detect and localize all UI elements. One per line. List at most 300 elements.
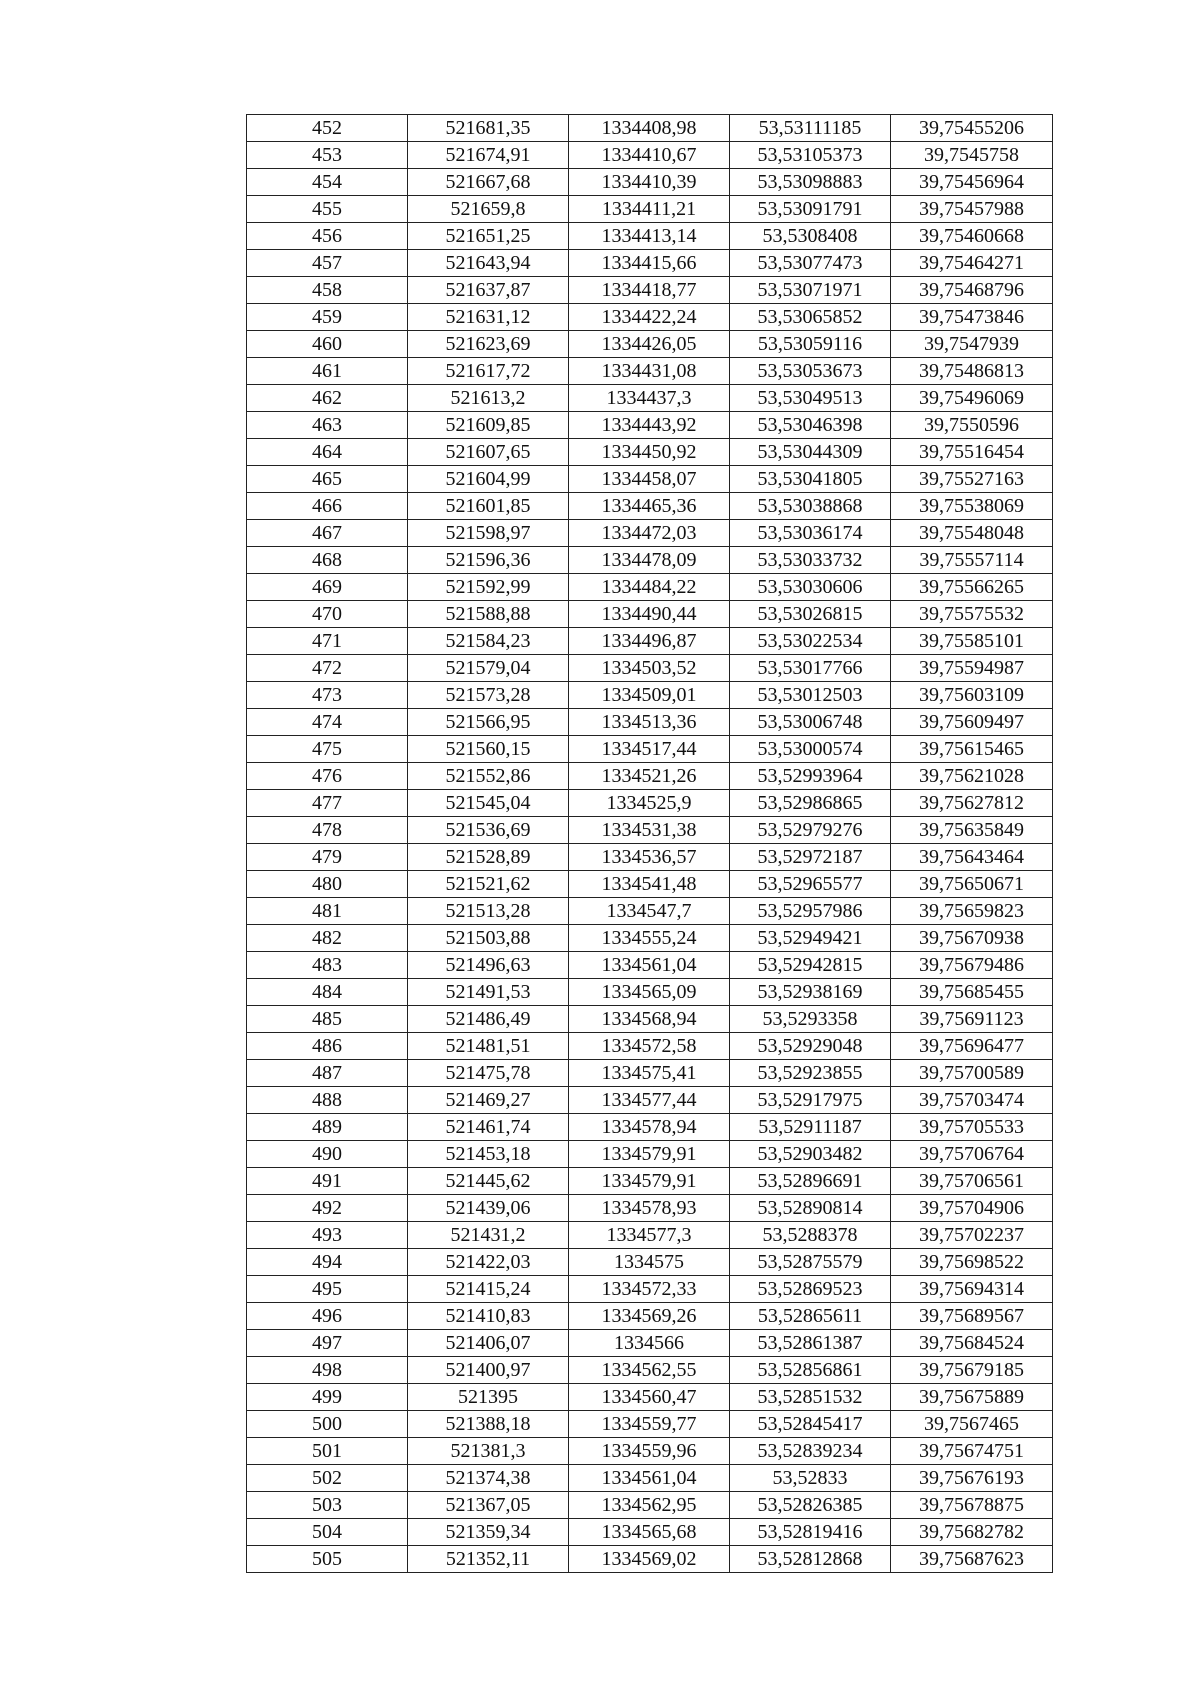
y-coordinate-cell: 1334517,44 (569, 736, 730, 763)
latitude-cell: 53,53030606 (730, 574, 891, 601)
point-number-cell: 501 (247, 1438, 408, 1465)
y-coordinate-cell: 1334418,77 (569, 277, 730, 304)
x-coordinate-cell: 521415,24 (408, 1276, 569, 1303)
point-number-cell: 472 (247, 655, 408, 682)
table-row (247, 1249, 1053, 1276)
point-number-cell: 453 (247, 142, 408, 169)
x-coordinate-cell: 521431,2 (408, 1222, 569, 1249)
y-coordinate-cell: 1334577,3 (569, 1222, 730, 1249)
y-coordinate-cell: 1334521,26 (569, 763, 730, 790)
table-row (247, 736, 1053, 763)
table-row (247, 520, 1053, 547)
table-row (247, 898, 1053, 925)
latitude-cell: 53,53000574 (730, 736, 891, 763)
point-number-cell: 463 (247, 412, 408, 439)
y-coordinate-cell: 1334565,09 (569, 979, 730, 1006)
y-coordinate-cell: 1334496,87 (569, 628, 730, 655)
longitude-cell: 39,75694314 (891, 1276, 1053, 1303)
point-number-cell: 464 (247, 439, 408, 466)
latitude-cell: 53,5288378 (730, 1222, 891, 1249)
coordinates-table-body (247, 115, 1053, 1573)
table-row (247, 1492, 1053, 1519)
table-row (247, 709, 1053, 736)
table-row (247, 142, 1053, 169)
table-row (247, 601, 1053, 628)
y-coordinate-cell: 1334569,02 (569, 1546, 730, 1573)
latitude-cell: 53,52942815 (730, 952, 891, 979)
x-coordinate-cell: 521406,07 (408, 1330, 569, 1357)
table-row (247, 655, 1053, 682)
longitude-cell: 39,75706561 (891, 1168, 1053, 1195)
latitude-cell: 53,53053673 (730, 358, 891, 385)
y-coordinate-cell: 1334413,14 (569, 223, 730, 250)
point-number-cell: 497 (247, 1330, 408, 1357)
longitude-cell: 39,75684524 (891, 1330, 1053, 1357)
x-coordinate-cell: 521469,27 (408, 1087, 569, 1114)
point-number-cell: 454 (247, 169, 408, 196)
x-coordinate-cell: 521651,25 (408, 223, 569, 250)
latitude-cell: 53,53044309 (730, 439, 891, 466)
y-coordinate-cell: 1334578,93 (569, 1195, 730, 1222)
longitude-cell: 39,75675889 (891, 1384, 1053, 1411)
longitude-cell: 39,75496069 (891, 385, 1053, 412)
latitude-cell: 53,52917975 (730, 1087, 891, 1114)
longitude-cell: 39,75659823 (891, 898, 1053, 925)
point-number-cell: 505 (247, 1546, 408, 1573)
x-coordinate-cell: 521588,88 (408, 601, 569, 628)
latitude-cell: 53,53065852 (730, 304, 891, 331)
x-coordinate-cell: 521596,36 (408, 547, 569, 574)
latitude-cell: 53,52861387 (730, 1330, 891, 1357)
point-number-cell: 471 (247, 628, 408, 655)
table-row (247, 1114, 1053, 1141)
point-number-cell: 504 (247, 1519, 408, 1546)
table-row (247, 844, 1053, 871)
point-number-cell: 460 (247, 331, 408, 358)
x-coordinate-cell: 521667,68 (408, 169, 569, 196)
x-coordinate-cell: 521422,03 (408, 1249, 569, 1276)
x-coordinate-cell: 521374,38 (408, 1465, 569, 1492)
longitude-cell: 39,75557114 (891, 547, 1053, 574)
point-number-cell: 467 (247, 520, 408, 547)
y-coordinate-cell: 1334525,9 (569, 790, 730, 817)
y-coordinate-cell: 1334437,3 (569, 385, 730, 412)
point-number-cell: 455 (247, 196, 408, 223)
latitude-cell: 53,52911187 (730, 1114, 891, 1141)
x-coordinate-cell: 521367,05 (408, 1492, 569, 1519)
y-coordinate-cell: 1334509,01 (569, 682, 730, 709)
y-coordinate-cell: 1334458,07 (569, 466, 730, 493)
x-coordinate-cell: 521579,04 (408, 655, 569, 682)
x-coordinate-cell: 521439,06 (408, 1195, 569, 1222)
y-coordinate-cell: 1334478,09 (569, 547, 730, 574)
table-row (247, 1141, 1053, 1168)
y-coordinate-cell: 1334578,94 (569, 1114, 730, 1141)
latitude-cell: 53,53105373 (730, 142, 891, 169)
y-coordinate-cell: 1334559,96 (569, 1438, 730, 1465)
point-number-cell: 488 (247, 1087, 408, 1114)
point-number-cell: 500 (247, 1411, 408, 1438)
latitude-cell: 53,52986865 (730, 790, 891, 817)
table-row (247, 1546, 1053, 1573)
y-coordinate-cell: 1334411,21 (569, 196, 730, 223)
x-coordinate-cell: 521674,91 (408, 142, 569, 169)
point-number-cell: 492 (247, 1195, 408, 1222)
point-number-cell: 465 (247, 466, 408, 493)
y-coordinate-cell: 1334565,68 (569, 1519, 730, 1546)
table-row (247, 1519, 1053, 1546)
latitude-cell: 53,52865611 (730, 1303, 891, 1330)
x-coordinate-cell: 521560,15 (408, 736, 569, 763)
y-coordinate-cell: 1334541,48 (569, 871, 730, 898)
x-coordinate-cell: 521503,88 (408, 925, 569, 952)
y-coordinate-cell: 1334579,91 (569, 1168, 730, 1195)
longitude-cell: 39,75674751 (891, 1438, 1053, 1465)
x-coordinate-cell: 521513,28 (408, 898, 569, 925)
latitude-cell: 53,52812868 (730, 1546, 891, 1573)
y-coordinate-cell: 1334426,05 (569, 331, 730, 358)
x-coordinate-cell: 521584,23 (408, 628, 569, 655)
table-row (247, 1357, 1053, 1384)
table-row (247, 115, 1053, 142)
x-coordinate-cell: 521552,86 (408, 763, 569, 790)
y-coordinate-cell: 1334568,94 (569, 1006, 730, 1033)
y-coordinate-cell: 1334562,95 (569, 1492, 730, 1519)
point-number-cell: 476 (247, 763, 408, 790)
y-coordinate-cell: 1334443,92 (569, 412, 730, 439)
longitude-cell: 39,75691123 (891, 1006, 1053, 1033)
longitude-cell: 39,75706764 (891, 1141, 1053, 1168)
table-row (247, 1465, 1053, 1492)
point-number-cell: 490 (247, 1141, 408, 1168)
y-coordinate-cell: 1334575,41 (569, 1060, 730, 1087)
x-coordinate-cell: 521445,62 (408, 1168, 569, 1195)
longitude-cell: 39,75696477 (891, 1033, 1053, 1060)
table-row (247, 1411, 1053, 1438)
y-coordinate-cell: 1334450,92 (569, 439, 730, 466)
y-coordinate-cell: 1334431,08 (569, 358, 730, 385)
table-row (247, 574, 1053, 601)
table-row (247, 196, 1053, 223)
latitude-cell: 53,53041805 (730, 466, 891, 493)
latitude-cell: 53,52957986 (730, 898, 891, 925)
y-coordinate-cell: 1334422,24 (569, 304, 730, 331)
latitude-cell: 53,52826385 (730, 1492, 891, 1519)
longitude-cell: 39,75464271 (891, 250, 1053, 277)
table-row (247, 1384, 1053, 1411)
point-number-cell: 483 (247, 952, 408, 979)
x-coordinate-cell: 521486,49 (408, 1006, 569, 1033)
y-coordinate-cell: 1334410,67 (569, 142, 730, 169)
longitude-cell: 39,75460668 (891, 223, 1053, 250)
latitude-cell: 53,53038868 (730, 493, 891, 520)
latitude-cell: 53,53026815 (730, 601, 891, 628)
x-coordinate-cell: 521528,89 (408, 844, 569, 871)
table-row (247, 1303, 1053, 1330)
y-coordinate-cell: 1334572,58 (569, 1033, 730, 1060)
longitude-cell: 39,75538069 (891, 493, 1053, 520)
y-coordinate-cell: 1334579,91 (569, 1141, 730, 1168)
point-number-cell: 481 (247, 898, 408, 925)
latitude-cell: 53,53077473 (730, 250, 891, 277)
y-coordinate-cell: 1334555,24 (569, 925, 730, 952)
longitude-cell: 39,75703474 (891, 1087, 1053, 1114)
latitude-cell: 53,52938169 (730, 979, 891, 1006)
point-number-cell: 495 (247, 1276, 408, 1303)
x-coordinate-cell: 521623,69 (408, 331, 569, 358)
point-number-cell: 478 (247, 817, 408, 844)
y-coordinate-cell: 1334575 (569, 1249, 730, 1276)
table-row (247, 331, 1053, 358)
point-number-cell: 499 (247, 1384, 408, 1411)
longitude-cell: 39,75700589 (891, 1060, 1053, 1087)
point-number-cell: 468 (247, 547, 408, 574)
point-number-cell: 498 (247, 1357, 408, 1384)
longitude-cell: 39,75627812 (891, 790, 1053, 817)
table-row (247, 547, 1053, 574)
x-coordinate-cell: 521388,18 (408, 1411, 569, 1438)
latitude-cell: 53,53098883 (730, 169, 891, 196)
longitude-cell: 39,7547939 (891, 331, 1053, 358)
table-row (247, 763, 1053, 790)
table-row (247, 1087, 1053, 1114)
x-coordinate-cell: 521601,85 (408, 493, 569, 520)
y-coordinate-cell: 1334536,57 (569, 844, 730, 871)
x-coordinate-cell: 521566,95 (408, 709, 569, 736)
x-coordinate-cell: 521609,85 (408, 412, 569, 439)
x-coordinate-cell: 521604,99 (408, 466, 569, 493)
latitude-cell: 53,52869523 (730, 1276, 891, 1303)
point-number-cell: 487 (247, 1060, 408, 1087)
table-row (247, 628, 1053, 655)
x-coordinate-cell: 521617,72 (408, 358, 569, 385)
longitude-cell: 39,75621028 (891, 763, 1053, 790)
table-row (247, 169, 1053, 196)
table-row (247, 493, 1053, 520)
latitude-cell: 53,52903482 (730, 1141, 891, 1168)
latitude-cell: 53,53036174 (730, 520, 891, 547)
x-coordinate-cell: 521521,62 (408, 871, 569, 898)
latitude-cell: 53,53091791 (730, 196, 891, 223)
table-row (247, 304, 1053, 331)
x-coordinate-cell: 521395 (408, 1384, 569, 1411)
x-coordinate-cell: 521359,34 (408, 1519, 569, 1546)
x-coordinate-cell: 521681,35 (408, 115, 569, 142)
longitude-cell: 39,75705533 (891, 1114, 1053, 1141)
longitude-cell: 39,75679185 (891, 1357, 1053, 1384)
y-coordinate-cell: 1334559,77 (569, 1411, 730, 1438)
latitude-cell: 53,53033732 (730, 547, 891, 574)
y-coordinate-cell: 1334465,36 (569, 493, 730, 520)
longitude-cell: 39,75687623 (891, 1546, 1053, 1573)
table-row (247, 277, 1053, 304)
x-coordinate-cell: 521491,53 (408, 979, 569, 1006)
latitude-cell: 53,52993964 (730, 763, 891, 790)
table-row (247, 952, 1053, 979)
y-coordinate-cell: 1334531,38 (569, 817, 730, 844)
longitude-cell: 39,75698522 (891, 1249, 1053, 1276)
table-row (247, 1276, 1053, 1303)
latitude-cell: 53,53022534 (730, 628, 891, 655)
longitude-cell: 39,75527163 (891, 466, 1053, 493)
latitude-cell: 53,53017766 (730, 655, 891, 682)
latitude-cell: 53,53046398 (730, 412, 891, 439)
table-row (247, 1060, 1053, 1087)
point-number-cell: 486 (247, 1033, 408, 1060)
point-number-cell: 494 (247, 1249, 408, 1276)
longitude-cell: 39,75643464 (891, 844, 1053, 871)
table-row (247, 439, 1053, 466)
y-coordinate-cell: 1334410,39 (569, 169, 730, 196)
longitude-cell: 39,75548048 (891, 520, 1053, 547)
latitude-cell: 53,53111185 (730, 115, 891, 142)
point-number-cell: 461 (247, 358, 408, 385)
longitude-cell: 39,75594987 (891, 655, 1053, 682)
latitude-cell: 53,52833 (730, 1465, 891, 1492)
table-row (247, 1195, 1053, 1222)
x-coordinate-cell: 521475,78 (408, 1060, 569, 1087)
y-coordinate-cell: 1334490,44 (569, 601, 730, 628)
latitude-cell: 53,52851532 (730, 1384, 891, 1411)
latitude-cell: 53,52896691 (730, 1168, 891, 1195)
table-row (247, 1006, 1053, 1033)
longitude-cell: 39,75468796 (891, 277, 1053, 304)
longitude-cell: 39,75456964 (891, 169, 1053, 196)
point-number-cell: 502 (247, 1465, 408, 1492)
latitude-cell: 53,53059116 (730, 331, 891, 358)
point-number-cell: 503 (247, 1492, 408, 1519)
longitude-cell: 39,75635849 (891, 817, 1053, 844)
latitude-cell: 53,53006748 (730, 709, 891, 736)
longitude-cell: 39,75566265 (891, 574, 1053, 601)
longitude-cell: 39,75702237 (891, 1222, 1053, 1249)
y-coordinate-cell: 1334569,26 (569, 1303, 730, 1330)
latitude-cell: 53,52965577 (730, 871, 891, 898)
longitude-cell: 39,75682782 (891, 1519, 1053, 1546)
table-row (247, 385, 1053, 412)
table-row (247, 682, 1053, 709)
latitude-cell: 53,52929048 (730, 1033, 891, 1060)
point-number-cell: 489 (247, 1114, 408, 1141)
latitude-cell: 53,52923855 (730, 1060, 891, 1087)
y-coordinate-cell: 1334577,44 (569, 1087, 730, 1114)
y-coordinate-cell: 1334503,52 (569, 655, 730, 682)
table-row (247, 1222, 1053, 1249)
latitude-cell: 53,5308408 (730, 223, 891, 250)
latitude-cell: 53,53012503 (730, 682, 891, 709)
x-coordinate-cell: 521536,69 (408, 817, 569, 844)
point-number-cell: 484 (247, 979, 408, 1006)
point-number-cell: 480 (247, 871, 408, 898)
longitude-cell: 39,75650671 (891, 871, 1053, 898)
point-number-cell: 474 (247, 709, 408, 736)
point-number-cell: 485 (247, 1006, 408, 1033)
latitude-cell: 53,52856861 (730, 1357, 891, 1384)
y-coordinate-cell: 1334472,03 (569, 520, 730, 547)
x-coordinate-cell: 521352,11 (408, 1546, 569, 1573)
longitude-cell: 39,75689567 (891, 1303, 1053, 1330)
x-coordinate-cell: 521496,63 (408, 952, 569, 979)
longitude-cell: 39,75457988 (891, 196, 1053, 223)
table-row (247, 358, 1053, 385)
point-number-cell: 457 (247, 250, 408, 277)
point-number-cell: 482 (247, 925, 408, 952)
latitude-cell: 53,52890814 (730, 1195, 891, 1222)
y-coordinate-cell: 1334561,04 (569, 952, 730, 979)
table-row (247, 412, 1053, 439)
table-row (247, 1168, 1053, 1195)
x-coordinate-cell: 521598,97 (408, 520, 569, 547)
longitude-cell: 39,75704906 (891, 1195, 1053, 1222)
y-coordinate-cell: 1334415,66 (569, 250, 730, 277)
point-number-cell: 473 (247, 682, 408, 709)
x-coordinate-cell: 521613,2 (408, 385, 569, 412)
point-number-cell: 491 (247, 1168, 408, 1195)
x-coordinate-cell: 521481,51 (408, 1033, 569, 1060)
longitude-cell: 39,75585101 (891, 628, 1053, 655)
x-coordinate-cell: 521637,87 (408, 277, 569, 304)
longitude-cell: 39,75516454 (891, 439, 1053, 466)
latitude-cell: 53,52949421 (730, 925, 891, 952)
latitude-cell: 53,53071971 (730, 277, 891, 304)
y-coordinate-cell: 1334560,47 (569, 1384, 730, 1411)
table-row (247, 1330, 1053, 1357)
longitude-cell: 39,75455206 (891, 115, 1053, 142)
longitude-cell: 39,75609497 (891, 709, 1053, 736)
y-coordinate-cell: 1334513,36 (569, 709, 730, 736)
longitude-cell: 39,75575532 (891, 601, 1053, 628)
y-coordinate-cell: 1334572,33 (569, 1276, 730, 1303)
longitude-cell: 39,7550596 (891, 412, 1053, 439)
table-row (247, 1033, 1053, 1060)
longitude-cell: 39,75679486 (891, 952, 1053, 979)
longitude-cell: 39,75676193 (891, 1465, 1053, 1492)
x-coordinate-cell: 521573,28 (408, 682, 569, 709)
longitude-cell: 39,75473846 (891, 304, 1053, 331)
latitude-cell: 53,5293358 (730, 1006, 891, 1033)
point-number-cell: 458 (247, 277, 408, 304)
x-coordinate-cell: 521461,74 (408, 1114, 569, 1141)
point-number-cell: 470 (247, 601, 408, 628)
longitude-cell: 39,7545758 (891, 142, 1053, 169)
x-coordinate-cell: 521410,83 (408, 1303, 569, 1330)
table-row (247, 223, 1053, 250)
point-number-cell: 456 (247, 223, 408, 250)
longitude-cell: 39,7567465 (891, 1411, 1053, 1438)
y-coordinate-cell: 1334547,7 (569, 898, 730, 925)
table-row (247, 979, 1053, 1006)
y-coordinate-cell: 1334408,98 (569, 115, 730, 142)
point-number-cell: 466 (247, 493, 408, 520)
table-row (247, 466, 1053, 493)
y-coordinate-cell: 1334562,55 (569, 1357, 730, 1384)
x-coordinate-cell: 521400,97 (408, 1357, 569, 1384)
latitude-cell: 53,52819416 (730, 1519, 891, 1546)
latitude-cell: 53,53049513 (730, 385, 891, 412)
table-row (247, 1438, 1053, 1465)
table-row (247, 817, 1053, 844)
longitude-cell: 39,75678875 (891, 1492, 1053, 1519)
latitude-cell: 53,52839234 (730, 1438, 891, 1465)
latitude-cell: 53,52972187 (730, 844, 891, 871)
point-number-cell: 475 (247, 736, 408, 763)
longitude-cell: 39,75615465 (891, 736, 1053, 763)
table-row (247, 871, 1053, 898)
point-number-cell: 462 (247, 385, 408, 412)
coordinates-table (246, 114, 1053, 1573)
latitude-cell: 53,52979276 (730, 817, 891, 844)
point-number-cell: 477 (247, 790, 408, 817)
